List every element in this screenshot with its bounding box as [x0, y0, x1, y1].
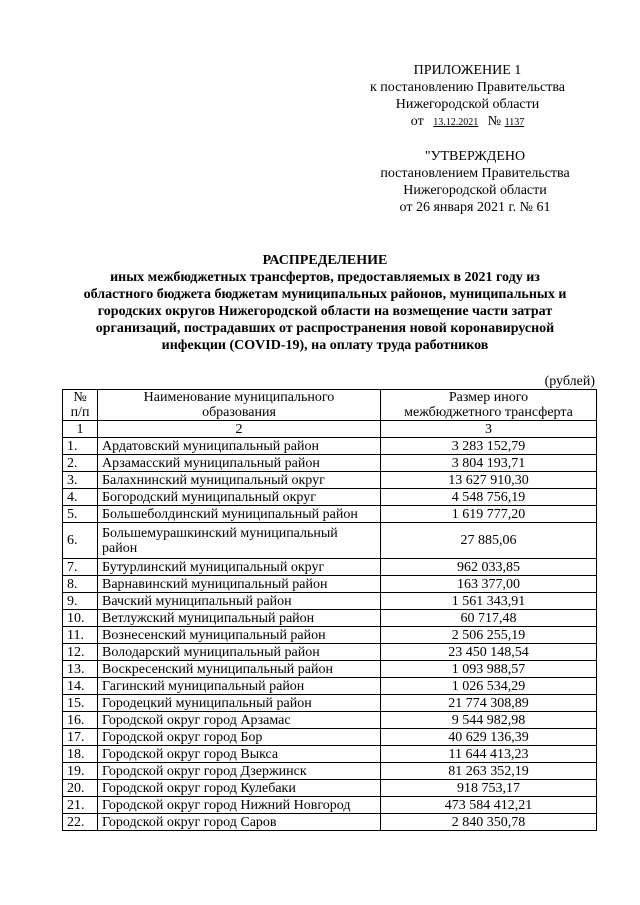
row-value: 1 026 534,29 — [381, 678, 597, 695]
table-body — [63, 438, 597, 831]
row-number: 15. — [63, 695, 98, 712]
table-row — [63, 593, 597, 610]
header-name: Наименование муниципального образования — [98, 390, 381, 421]
table-row — [63, 489, 597, 506]
row-value: 21 774 308,89 — [381, 695, 597, 712]
row-name: Балахнинский муниципальный округ — [98, 472, 381, 489]
row-number: 22. — [63, 814, 98, 831]
row-value: 163 377,00 — [381, 576, 597, 593]
number-prefix: № — [487, 114, 502, 129]
row-name: Варнавинский муниципальный район — [98, 576, 381, 593]
row-value: 2 506 255,19 — [381, 627, 597, 644]
row-value: 27 885,06 — [381, 523, 597, 559]
row-number: 12. — [63, 644, 98, 661]
row-number: 11. — [63, 627, 98, 644]
row-number: 4. — [63, 489, 98, 506]
row-name: Большеболдинский муниципальный район — [98, 506, 381, 523]
column-index-row — [63, 421, 597, 438]
row-number: 14. — [63, 678, 98, 695]
date-prefix: от — [410, 114, 424, 129]
document-date: 13.12.2021 — [433, 117, 479, 128]
header-value: Размер иного межбюджетного трансферта — [381, 390, 597, 421]
row-name: Большемурашкинский муниципальный район — [98, 523, 381, 559]
row-value: 13 627 910,30 — [381, 472, 597, 489]
row-name: Городской округ город Саров — [98, 814, 381, 831]
row-name: Арзамасский муниципальный район — [98, 455, 381, 472]
approved-line1: "УТВЕРЖДЕНО — [424, 149, 526, 164]
row-number: 8. — [63, 576, 98, 593]
title-line-5: инфекции (COVID-19), на оплату труда работников — [161, 338, 489, 353]
row-value: 11 644 413,23 — [381, 746, 597, 763]
table-row — [63, 438, 597, 455]
row-name: Вознесенский муниципальный район — [98, 627, 381, 644]
table-row — [63, 678, 597, 695]
row-value: 1 561 343,91 — [381, 593, 597, 610]
table-row — [63, 797, 597, 814]
row-value: 23 450 148,54 — [381, 644, 597, 661]
row-name: Городской округ город Выкса — [98, 746, 381, 763]
table-row — [63, 506, 597, 523]
title-line-3: городских округов Нижегородской области на возмещение части затрат — [97, 304, 553, 319]
row-name: Городской округ город Кулебаки — [98, 780, 381, 797]
title-line-4: организаций, пострадавших от распространения новой коронавирусной — [95, 321, 555, 336]
column-index: 2 — [98, 421, 381, 438]
row-value: 3 283 152,79 — [381, 438, 597, 455]
row-number: 13. — [63, 661, 98, 678]
row-number: 6. — [63, 523, 98, 559]
appendix-line2: к постановлению Правительства — [369, 80, 566, 95]
table-row — [63, 780, 597, 797]
table-row — [63, 559, 597, 576]
row-name: Ардатовский муниципальный район — [98, 438, 381, 455]
table-row — [63, 455, 597, 472]
row-value: 473 584 412,21 — [381, 797, 597, 814]
row-value: 60 717,48 — [381, 610, 597, 627]
row-name: Городской округ город Бор — [98, 729, 381, 746]
table-row — [63, 627, 597, 644]
table-row — [63, 695, 597, 712]
row-number: 9. — [63, 593, 98, 610]
table-row — [63, 712, 597, 729]
title-line-2: областного бюджета бюджетам муниципальных районов, муниципальных и — [83, 287, 567, 302]
row-number: 20. — [63, 780, 98, 797]
title-line-1: иных межбюджетных трансфертов, предоставляемых в 2021 году из — [110, 270, 540, 285]
table-row — [63, 661, 597, 678]
row-name: Вачский муниципальный район — [98, 593, 381, 610]
column-index: 1 — [63, 421, 98, 438]
table-header-row — [63, 390, 597, 421]
row-name: Воскресенский муниципальный район — [98, 661, 381, 678]
appendix-label: ПРИЛОЖЕНИЕ 1 — [413, 63, 522, 78]
row-name: Богородский муниципальный округ — [98, 489, 381, 506]
row-name: Городской округ город Арзамас — [98, 712, 381, 729]
row-name: Володарский муниципальный район — [98, 644, 381, 661]
table-row — [63, 814, 597, 831]
header-number: № п/п — [63, 390, 98, 421]
appendix-line3: Нижегородской области — [395, 97, 540, 112]
row-name: Городецкий муниципальный район — [98, 695, 381, 712]
table-row — [63, 523, 597, 559]
row-value: 1 619 777,20 — [381, 506, 597, 523]
approved-line3: Нижегородской области — [403, 183, 547, 198]
row-value: 918 753,17 — [381, 780, 597, 797]
row-number: 16. — [63, 712, 98, 729]
row-number: 10. — [63, 610, 98, 627]
appendix-date-line — [360, 114, 575, 131]
document-number: 1137 — [504, 117, 525, 128]
table-row — [63, 472, 597, 489]
row-value: 962 033,85 — [381, 559, 597, 576]
row-number: 21. — [63, 797, 98, 814]
row-name: Ветлужский муниципальный район — [98, 610, 381, 627]
distribution-table — [62, 389, 597, 831]
table-row — [63, 644, 597, 661]
approved-line4: от 26 января 2021 г. № 61 — [399, 200, 551, 215]
row-number: 19. — [63, 763, 98, 780]
table-row — [63, 610, 597, 627]
table-row — [63, 576, 597, 593]
row-value: 2 840 350,78 — [381, 814, 597, 831]
row-number: 1. — [63, 438, 98, 455]
row-value: 3 804 193,71 — [381, 455, 597, 472]
row-number: 2. — [63, 455, 98, 472]
row-value: 81 263 352,19 — [381, 763, 597, 780]
row-number: 3. — [63, 472, 98, 489]
table-row — [63, 763, 597, 780]
row-value: 1 093 988,57 — [381, 661, 597, 678]
row-value: 9 544 982,98 — [381, 712, 597, 729]
row-value: 4 548 756,19 — [381, 489, 597, 506]
row-name: Городской округ город Дзержинск — [98, 763, 381, 780]
row-number: 17. — [63, 729, 98, 746]
table-row — [63, 746, 597, 763]
table-row — [63, 729, 597, 746]
column-index: 3 — [381, 421, 597, 438]
document-heading: РАСПРЕДЕЛЕНИЕ — [262, 253, 388, 268]
approved-line2: постановлением Правительства — [380, 166, 570, 181]
row-name: Бутурлинский муниципальный округ — [98, 559, 381, 576]
row-number: 5. — [63, 506, 98, 523]
row-name: Гагинский муниципальный район — [98, 678, 381, 695]
row-number: 18. — [63, 746, 98, 763]
row-name: Городской округ город Нижний Новгород — [98, 797, 381, 814]
row-value: 40 629 136,39 — [381, 729, 597, 746]
unit-label: (рублей) — [544, 374, 595, 389]
row-number: 7. — [63, 559, 98, 576]
